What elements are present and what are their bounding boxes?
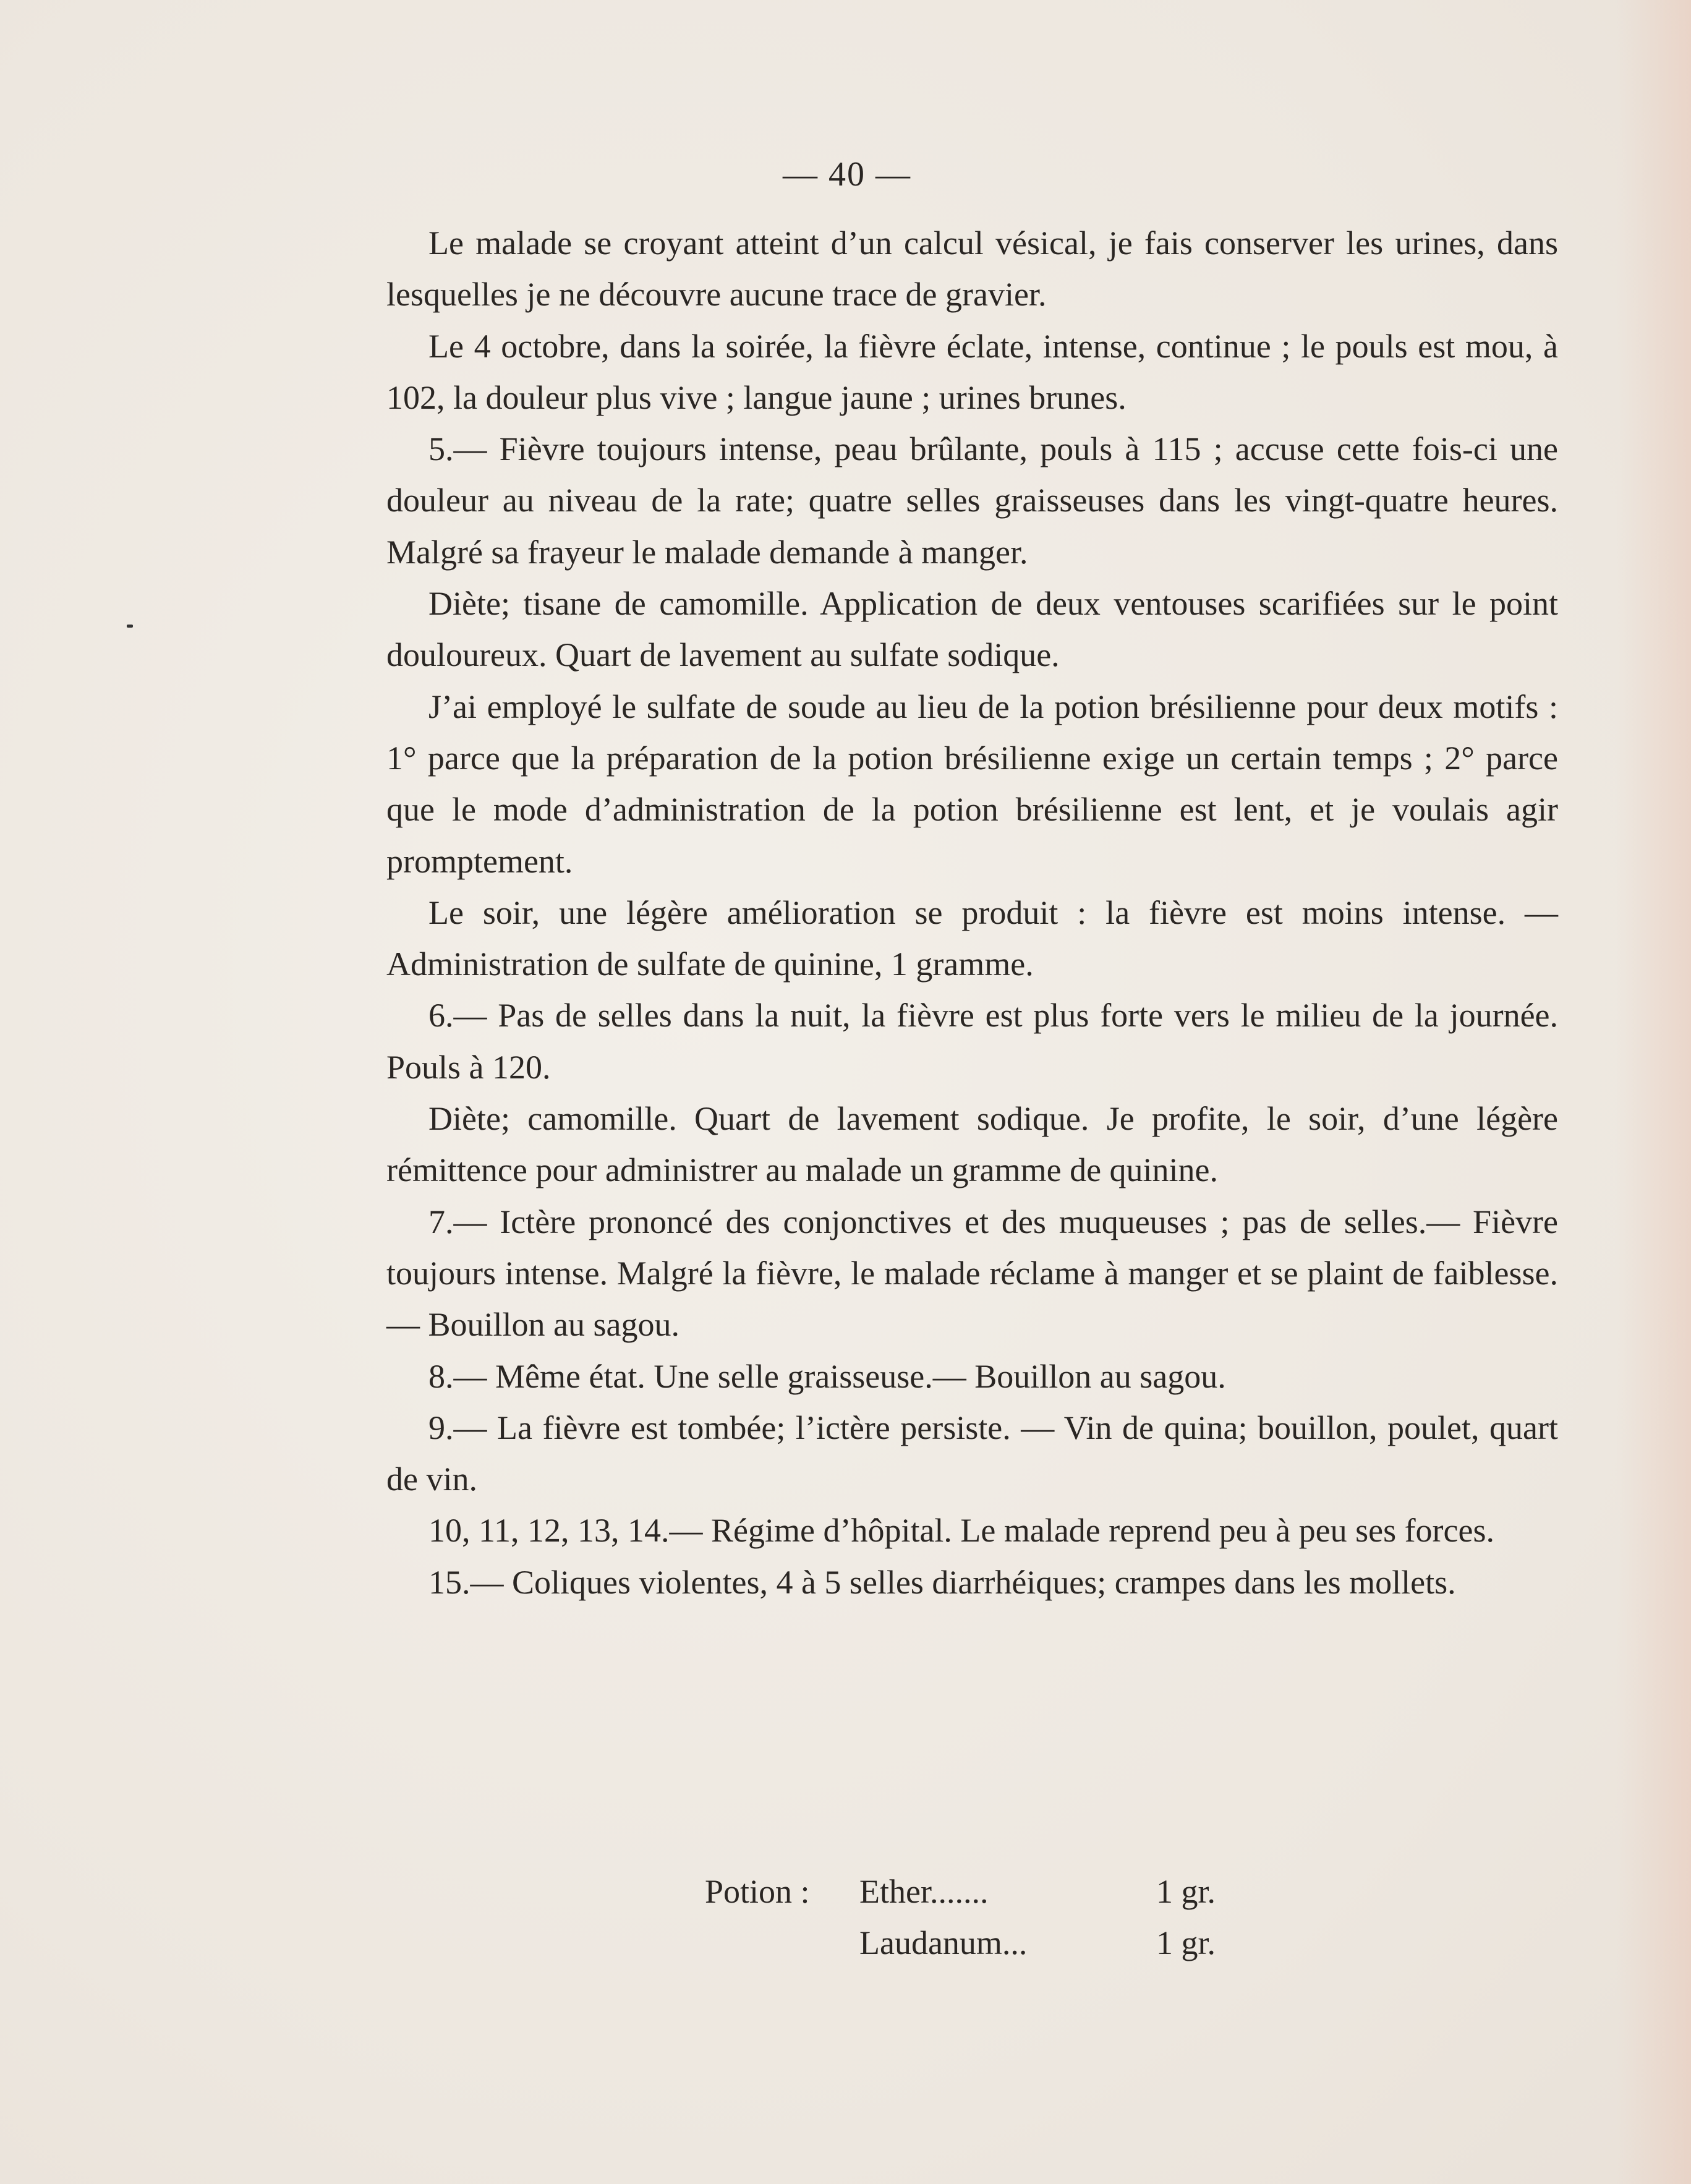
- paragraph: Le malade se croyant atteint d’un calcul vésical, je fais conserver les urines, dans lesquelles je ne découvre aucune trace de gravier.: [386, 224, 1558, 314]
- paragraph: 10, 11, 12, 13, 14.— Régime d’hôpital. Le malade reprend peu à peu ses forces.: [428, 1512, 1494, 1550]
- ink-speck: [127, 625, 133, 628]
- page-number: — 40 —: [783, 155, 911, 194]
- paragraph: Le 4 octobre, dans la soirée, la fièvre éclate, intense, continue ; le pouls est mou, à 102, la douleur plus vive ; langue jaune ; urines brunes.: [386, 327, 1558, 416]
- paragraph: 8.— Même état. Une selle graisseuse.— Bouillon au sagou.: [428, 1357, 1226, 1395]
- formula-ingredient: Ether.......: [859, 1873, 989, 1910]
- formula-row: [705, 1917, 1216, 1969]
- paragraph: Diète; tisane de camomille. Application de deux ventouses scarifiées sur le point douloureux. Quart de lavement au sulfate sodique.: [386, 585, 1558, 674]
- formula-row: [705, 1866, 1216, 1917]
- prescription-formula: [705, 1866, 1216, 1969]
- formula-dose: 1 gr.: [1156, 1924, 1216, 1962]
- paragraph: J’ai employé le sulfate de soude au lieu de la potion brésilienne pour deux motifs : 1° parce que la préparation de la potion brésilienne exige un certain temps ; 2° parce que le mode d’administration de la potion brésilienne est lent, et je voulais agir promptement.: [386, 688, 1558, 880]
- paragraph: 5.— Fièvre toujours intense, peau brûlante, pouls à 115 ; accuse cette fois-ci une douleur au niveau de la rate; quatre selles graisseuses dans les vingt-quatre heures. Malgré sa frayeur le malade demande à manger.: [386, 430, 1558, 571]
- paragraph: 6.— Pas de selles dans la nuit, la fièvre est plus forte vers le milieu de la journée. Pouls à 120.: [386, 997, 1558, 1086]
- paragraph: 9.— La fièvre est tombée; l’ictère persiste. — Vin de quina; bouillon, poulet, quart de vin.: [386, 1409, 1558, 1498]
- paragraph: Le soir, une légère amélioration se produit : la fièvre est moins intense. — Administration de sulfate de quinine, 1 gramme.: [386, 894, 1558, 983]
- formula-ingredient: Laudanum...: [859, 1924, 1028, 1962]
- paragraph: 15.— Coliques violentes, 4 à 5 selles diarrhéiques; crampes dans les mollets.: [428, 1563, 1456, 1601]
- paragraph: Diète; camomille. Quart de lavement sodique. Je profite, le soir, d’une légère rémittence pour administrer au malade un gramme de quinine.: [386, 1100, 1558, 1189]
- paragraph: 7.— Ictère prononcé des conjonctives et des muqueuses ; pas de selles.— Fièvre toujours intense. Malgré la fièvre, le malade réclame à manger et se plaint de faiblesse.— Bouillon au sagou.: [386, 1203, 1558, 1344]
- formula-label: Potion :: [705, 1873, 810, 1910]
- page-edge-tint: [1617, 0, 1691, 2184]
- formula-dose: 1 gr.: [1156, 1873, 1216, 1910]
- body-text: [386, 218, 1558, 1608]
